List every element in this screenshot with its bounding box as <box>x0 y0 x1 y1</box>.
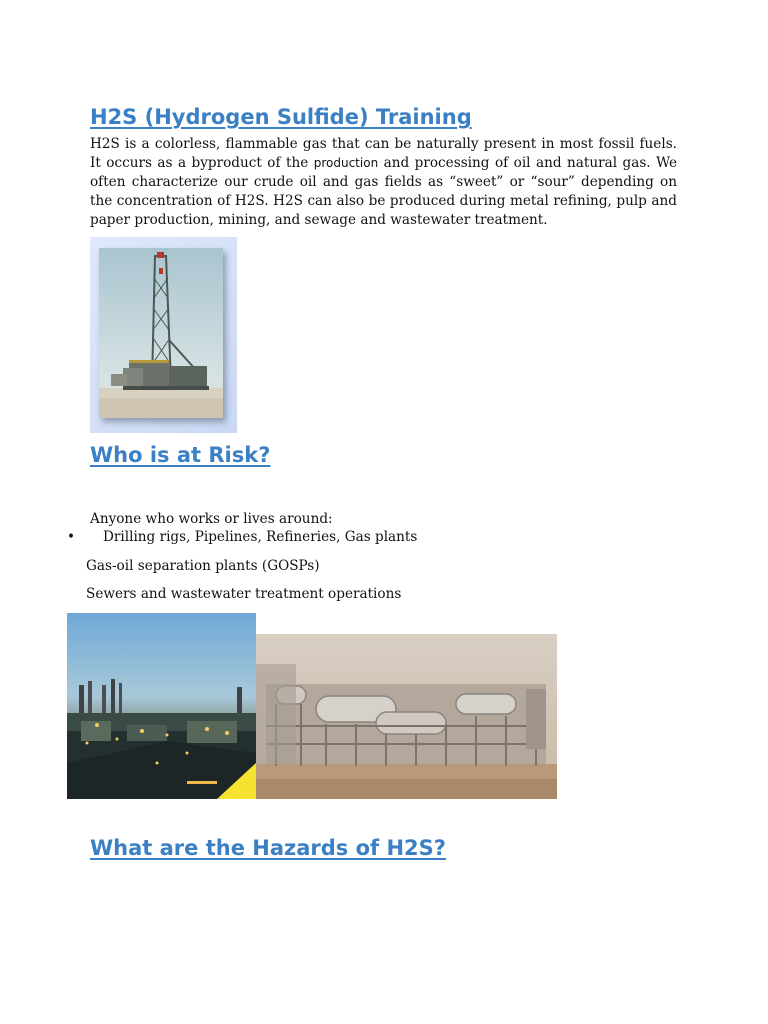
risk-sewer-line: Sewers and wastewater treatment operations <box>86 586 402 602</box>
hazards-heading[interactable]: What are the Hazards of H2S? <box>90 836 446 860</box>
refinery-night-photo <box>67 613 256 799</box>
bullet-icon: • <box>67 529 76 545</box>
who-is-at-risk-heading[interactable]: Who is at Risk? <box>90 443 271 467</box>
intro-small-word: production <box>313 156 379 170</box>
gas-plant-photo <box>256 634 557 799</box>
risk-intro-text: Anyone who works or lives around: <box>90 511 333 527</box>
risk-gosp-line: Gas-oil separation plants (GOSPs) <box>86 558 320 574</box>
intro-paragraph <box>90 135 677 230</box>
intro-text-part2: and processing of oil and natural gas. We often characterize our crude oil and gas fields as “sweet” or “sour” depending on the concentration of H2S. H2S can also be produced during metal refining, pulp and paper production, mining, and sewage and wastewater treatment. <box>90 155 677 228</box>
drilling-rig-image-frame <box>90 237 237 433</box>
risk-bullet-item: Drilling rigs, Pipelines, Refineries, Gas plants <box>103 529 418 545</box>
drilling-rig-photo <box>99 248 223 418</box>
page-title[interactable]: H2S (Hydrogen Sulfide) Training <box>90 105 472 129</box>
intro-text-part1: H2S is a colorless, flammable gas that can be naturally present in most fossil fuels. It occurs as a byproduct of the <box>90 136 677 171</box>
